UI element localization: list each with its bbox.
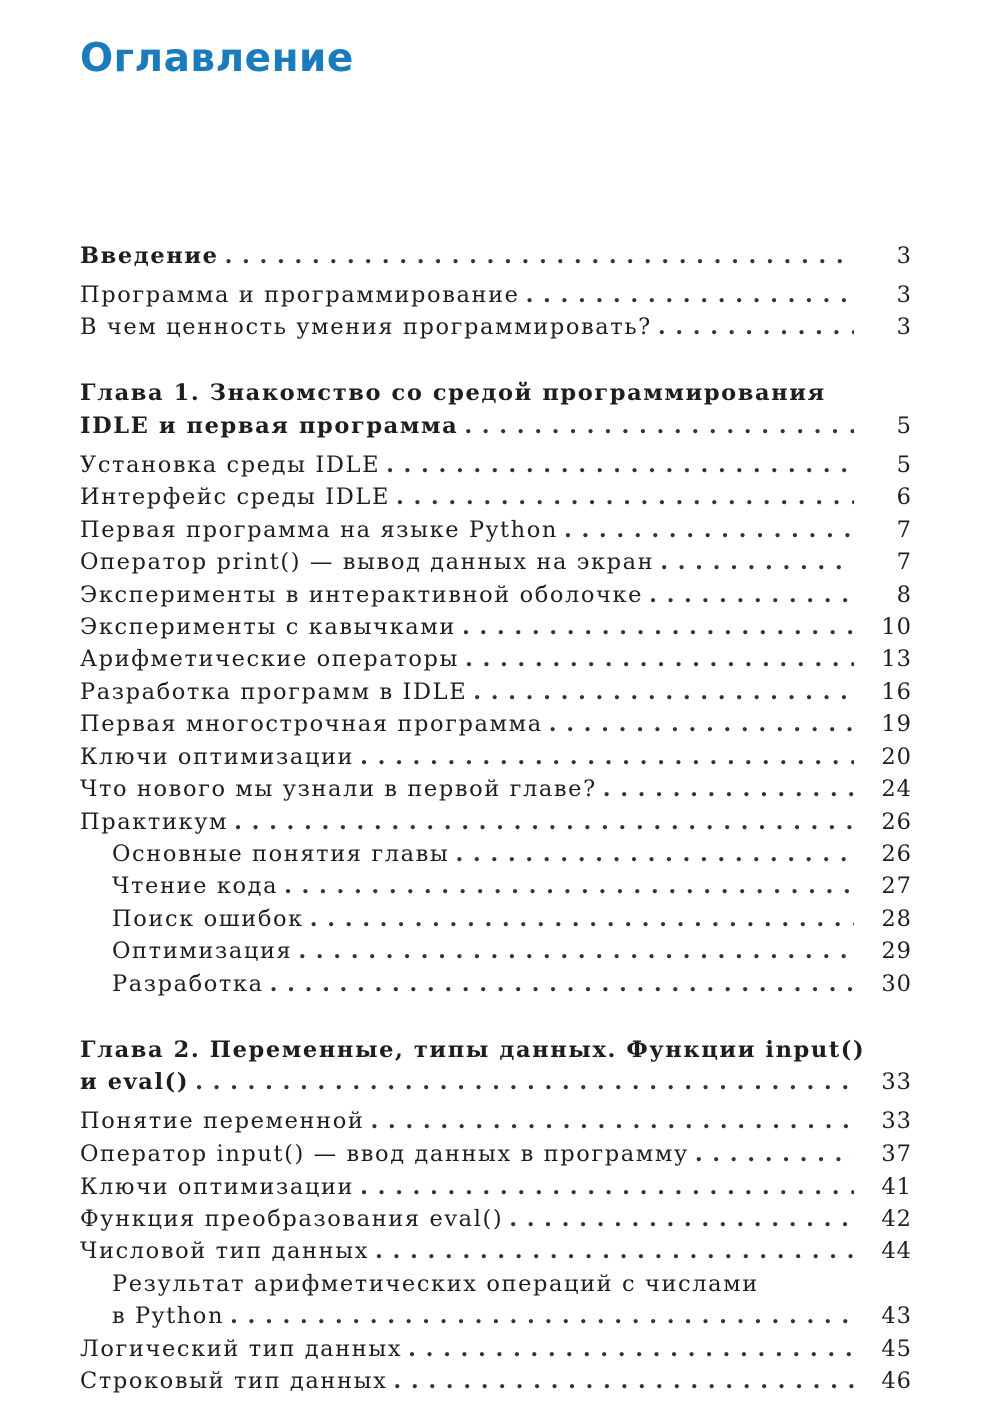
- dot-leader: [270, 968, 854, 1000]
- toc-entry[interactable]: [80, 579, 912, 611]
- toc-page-number: 41: [881, 1174, 912, 1200]
- toc-page-number: 20: [881, 744, 912, 770]
- toc-entry[interactable]: [80, 741, 912, 773]
- toc-entry-label: в Python: [112, 1303, 225, 1329]
- toc-entry[interactable]: [80, 708, 912, 740]
- toc-page-number: 46: [881, 1368, 912, 1394]
- toc-entry-label: Программа и программирование: [80, 282, 520, 308]
- toc-page-number: 42: [881, 1206, 912, 1232]
- dot-leader: [695, 1138, 854, 1170]
- toc-entry[interactable]: [80, 1171, 912, 1203]
- toc-entry[interactable]: [80, 481, 912, 513]
- toc-entry-label: Логический тип данных: [80, 1336, 403, 1362]
- dot-leader: [360, 1171, 854, 1203]
- toc-entry-label: Первая программа на языке Python: [80, 517, 558, 543]
- dot-leader: [526, 279, 854, 311]
- toc-entry[interactable]: [80, 773, 912, 805]
- dot-leader: [603, 773, 854, 805]
- dot-leader: [310, 903, 854, 935]
- toc-subentry[interactable]: [112, 968, 912, 1000]
- toc-entry-label: Основные понятия главы: [112, 841, 450, 867]
- dot-leader: [396, 481, 854, 513]
- toc-entry-label: Оператор print() — вывод данных на экран: [80, 549, 655, 575]
- toc-entry-label: В чем ценность умения программировать?: [80, 314, 652, 340]
- toc-page-number: 3: [896, 243, 912, 269]
- dot-leader: [393, 1365, 854, 1397]
- dot-leader: [473, 676, 854, 708]
- toc-entry[interactable]: [80, 676, 912, 708]
- toc-entry-label: Практикум: [80, 809, 229, 835]
- toc-subentry[interactable]: [112, 1300, 912, 1332]
- dot-leader: [564, 514, 854, 546]
- toc-entry-label: и eval(): [80, 1069, 190, 1095]
- toc-entry-label: Арифметические операторы: [80, 646, 460, 672]
- toc-page-number: 33: [881, 1108, 912, 1134]
- toc-entry-label: Эксперименты с кавычками: [80, 614, 456, 640]
- toc-entry[interactable]: [80, 311, 912, 343]
- toc-entry[interactable]: [80, 611, 912, 643]
- toc-entry-label: Интерфейс среды IDLE: [80, 484, 390, 510]
- toc-page-number: 26: [881, 841, 912, 867]
- toc-entry-label: Понятие переменной: [80, 1108, 365, 1134]
- toc-page-number: 3: [896, 282, 912, 308]
- toc-page-number: 16: [881, 679, 912, 705]
- dot-leader: [225, 240, 854, 272]
- dot-leader: [658, 311, 854, 343]
- dot-leader: [464, 410, 854, 442]
- toc-entry-label: Оптимизация: [112, 938, 293, 964]
- toc-page-number: 29: [881, 938, 912, 964]
- toc-page-number: 7: [896, 549, 912, 575]
- dot-leader: [386, 449, 854, 481]
- toc-entry-label: Функция преобразования eval(): [80, 1206, 504, 1232]
- toc-entry[interactable]: [80, 1333, 912, 1365]
- toc-page-number: 13: [881, 646, 912, 672]
- toc-entry-chapter-1[interactable]: [80, 410, 912, 442]
- toc-page-number: 33: [881, 1069, 912, 1095]
- dot-leader: [298, 935, 854, 967]
- dot-leader: [649, 579, 854, 611]
- toc-entry-label: Оператор input() — ввод данных в программу: [80, 1141, 689, 1167]
- dot-leader: [549, 708, 854, 740]
- toc-entry[interactable]: [80, 514, 912, 546]
- toc-page-number: 3: [896, 314, 912, 340]
- dot-leader: [195, 1066, 854, 1098]
- toc-entry-label: Эксперименты в интерактивной оболочке: [80, 582, 644, 608]
- toc-subentry-title[interactable]: Результат арифметических операций с числами: [112, 1271, 759, 1297]
- toc-entry-label: Строковый тип данных: [80, 1368, 388, 1394]
- toc-page-number: 5: [896, 413, 912, 439]
- toc-entry-label: Ключи оптимизации: [80, 1174, 355, 1200]
- toc-page-number: 45: [881, 1336, 912, 1362]
- toc-entry[interactable]: [80, 546, 912, 578]
- toc-entry-label: Введение: [80, 243, 219, 269]
- toc-subentry[interactable]: [112, 870, 912, 902]
- toc-page-number: 10: [881, 614, 912, 640]
- toc-entry[interactable]: [80, 1138, 912, 1170]
- toc-subentry[interactable]: [112, 903, 912, 935]
- dot-leader: [370, 1105, 854, 1137]
- toc-entry-label: Поиск ошибок: [112, 906, 304, 932]
- dot-leader: [455, 838, 854, 870]
- chapter-1-title[interactable]: Глава 1. Знакомство со средой программирования: [80, 380, 826, 406]
- toc-page-number: 19: [881, 711, 912, 737]
- dot-leader: [465, 643, 854, 675]
- toc-entry[interactable]: [80, 806, 912, 838]
- toc-entry[interactable]: [80, 643, 912, 675]
- toc-page-number: 8: [896, 582, 912, 608]
- toc-page-number: 7: [896, 517, 912, 543]
- toc-entry-label: Установка среды IDLE: [80, 452, 381, 478]
- toc-entry-label: Числовой тип данных: [80, 1238, 370, 1264]
- toc-entry-chapter-2[interactable]: [80, 1066, 912, 1098]
- toc-subentry[interactable]: [112, 838, 912, 870]
- toc-entry-label: Разработка: [112, 971, 264, 997]
- toc-page-number: 43: [881, 1303, 912, 1329]
- dot-leader: [462, 611, 854, 643]
- toc-page-number: 6: [896, 484, 912, 510]
- toc-entry-label: Ключи оптимизации: [80, 744, 355, 770]
- toc-page-number: 24: [881, 776, 912, 802]
- dot-leader: [408, 1333, 854, 1365]
- toc-entry-intro[interactable]: [80, 240, 912, 272]
- dot-leader: [375, 1235, 854, 1267]
- toc-entry-label: IDLE и первая программа: [80, 413, 459, 439]
- dot-leader: [509, 1203, 854, 1235]
- toc-entry-label: Чтение кода: [112, 873, 279, 899]
- toc-entry-label: Первая многострочная программа: [80, 711, 543, 737]
- toc-page-number: 5: [896, 452, 912, 478]
- toc-page-number: 30: [881, 971, 912, 997]
- toc-entry[interactable]: [80, 449, 912, 481]
- toc-subentry[interactable]: [112, 935, 912, 967]
- dot-leader: [660, 546, 854, 578]
- toc-entry[interactable]: [80, 1203, 912, 1235]
- toc-page-number: 27: [881, 873, 912, 899]
- chapter-2-title[interactable]: Глава 2. Переменные, типы данных. Функции input(): [80, 1037, 866, 1063]
- toc-page-number: 28: [881, 906, 912, 932]
- toc-page-number: 44: [881, 1238, 912, 1264]
- toc-page-number: 26: [881, 809, 912, 835]
- toc-entry-label: Разработка программ в IDLE: [80, 679, 468, 705]
- toc-page-number: 37: [881, 1141, 912, 1167]
- toc-entry[interactable]: [80, 1365, 912, 1397]
- toc-entry[interactable]: [80, 1105, 912, 1137]
- dot-leader: [234, 806, 854, 838]
- toc-entry[interactable]: [80, 279, 912, 311]
- toc-entry-label: Что нового мы узнали в первой главе?: [80, 776, 597, 802]
- dot-leader: [360, 741, 854, 773]
- dot-leader: [230, 1300, 854, 1332]
- toc-entry[interactable]: [80, 1235, 912, 1267]
- page-title: Оглавление: [80, 36, 354, 81]
- dot-leader: [284, 870, 854, 902]
